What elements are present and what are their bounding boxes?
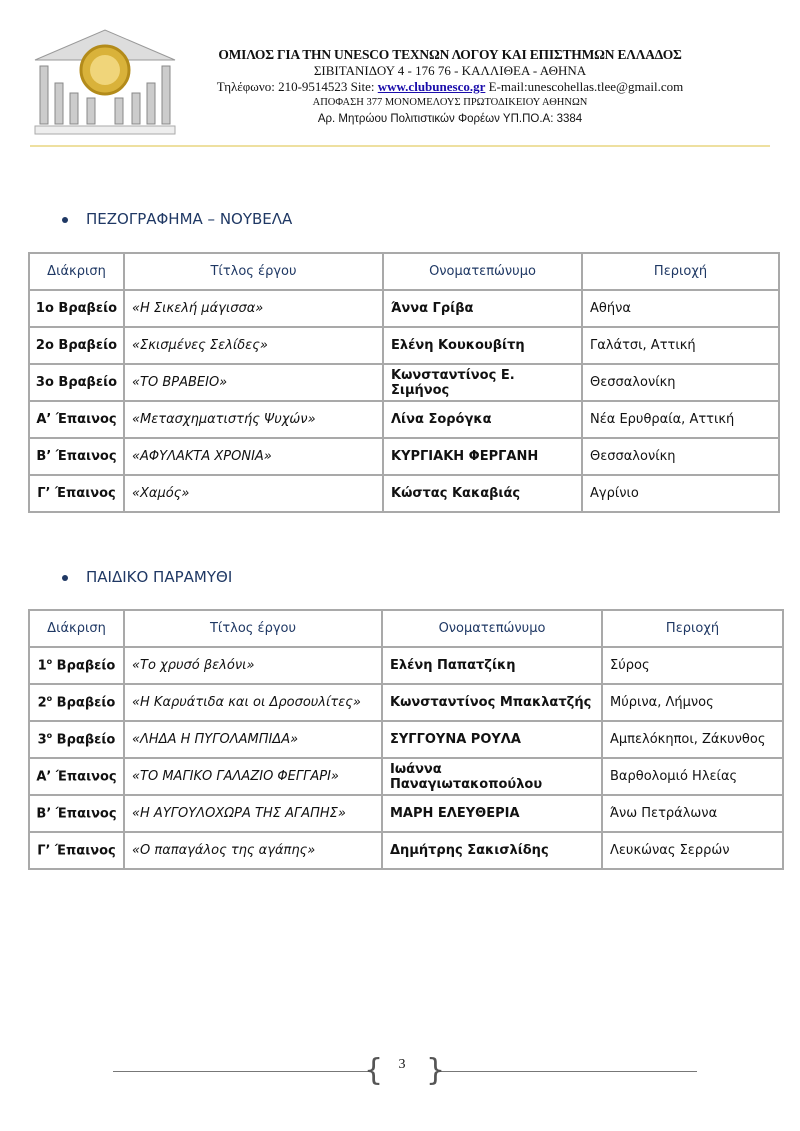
title-cell: «ΤΟ ΒΡΑΒΕΙΟ» bbox=[124, 364, 383, 401]
bullet-icon bbox=[62, 575, 68, 581]
name-cell: Δημήτρης Σακισλίδης bbox=[382, 832, 602, 869]
name-cell: ΜΑΡΗ ΕΛΕΥΘΕΡΙΑ bbox=[382, 795, 602, 832]
region-cell: Αγρίνιο bbox=[582, 475, 779, 512]
award-cell: 2ο Βραβείο bbox=[29, 327, 124, 364]
award-cell bbox=[29, 647, 124, 684]
column-header: Ονοματεπώνυμο bbox=[382, 610, 602, 647]
title-cell: «Σκισμένες Σελίδες» bbox=[124, 327, 383, 364]
title-cell: «Η ΑΥΓΟΥΛΟΧΩΡΑ ΤΗΣ ΑΓΑΠΗΣ» bbox=[124, 795, 382, 832]
award-cell bbox=[29, 684, 124, 721]
section-title: ΠΑΙΔΙΚΟ ΠΑΡΑΜΥΘΙ bbox=[86, 568, 233, 586]
region-cell: Νέα Ερυθραία, Αττική bbox=[582, 401, 779, 438]
award-cell: Γ’ Έπαινος bbox=[29, 475, 124, 512]
award-cell bbox=[29, 795, 124, 832]
column-header: Περιοχή bbox=[582, 253, 779, 290]
title-cell: «Χαμός» bbox=[124, 475, 383, 512]
region-cell: Βαρθολομιό Ηλείας bbox=[602, 758, 783, 795]
column-header: Τίτλος έργου bbox=[124, 610, 382, 647]
name-cell: ΣΥΓΓΟΥΝΑ ΡΟΥΛΑ bbox=[382, 721, 602, 758]
org-address: ΣΙΒΙΤΑΝΙΔΟΥ 4 - 176 76 - ΚΑΛΛΙΘΕΑ - ΑΘΗΝΑ bbox=[313, 63, 587, 78]
bullet-icon bbox=[62, 217, 68, 223]
title-cell: «Ο παπαγάλος της αγάπης» bbox=[124, 832, 382, 869]
name-cell: ΚΥΡΓΙΑΚΗ ΦΕΡΓΑΝΗ bbox=[383, 438, 582, 475]
award-num: Γ’ Έπαινος bbox=[37, 843, 116, 859]
award-sup: ο bbox=[46, 694, 53, 704]
letterhead bbox=[190, 47, 710, 127]
court-decision: ΑΠΟΦΑΣΗ 377 ΜΟΝΟΜΕΛΟΥΣ ΠΡΩΤΟΔΙΚΕΙΟΥ ΑΘΗΝΩΝ bbox=[312, 97, 588, 108]
title-cell: «ΑΦΥΛΑΚΤΑ ΧΡΟΝΙΑ» bbox=[124, 438, 383, 475]
award-rest: Βραβείο bbox=[52, 658, 116, 674]
name-cell: Κωνσταντίνος Ε. Σιμήνος bbox=[383, 364, 582, 401]
page-number: 3 bbox=[398, 1057, 406, 1072]
table-row bbox=[29, 647, 783, 684]
column-header: Τίτλος έργου bbox=[124, 253, 383, 290]
table-header-row bbox=[29, 610, 783, 647]
left-brace-icon: { bbox=[364, 1053, 384, 1088]
region-cell: Άνω Πετράλωνα bbox=[602, 795, 783, 832]
table-row bbox=[29, 438, 779, 475]
table-row bbox=[29, 327, 779, 364]
region-cell: Θεσσαλονίκη bbox=[582, 364, 779, 401]
footer-line-right bbox=[440, 1071, 697, 1072]
award-sup: ο bbox=[46, 657, 53, 667]
title-cell: «Η Σικελή μάγισσα» bbox=[124, 290, 383, 327]
award-num: Β’ Έπαινος bbox=[36, 806, 117, 822]
table-row bbox=[29, 364, 779, 401]
table-row bbox=[29, 475, 779, 512]
registry-number: Αρ. Μητρώου Πολιτιστικών Φορέων ΥΠ.ΠΟ.Α: 3384 bbox=[317, 113, 583, 125]
novella-awards-table bbox=[28, 252, 780, 513]
region-cell: Αμπελόκηποι, Ζάκυνθος bbox=[602, 721, 783, 758]
contact-line bbox=[190, 79, 710, 95]
site-link[interactable]: www.clubunesco.gr bbox=[377, 79, 486, 94]
header-divider bbox=[30, 145, 770, 147]
column-header: Περιοχή bbox=[602, 610, 783, 647]
region-cell: Σύρος bbox=[602, 647, 783, 684]
award-sup: ο bbox=[46, 731, 53, 741]
footer-line-left bbox=[113, 1071, 368, 1072]
award-cell bbox=[29, 758, 124, 795]
award-rest: Βραβείο bbox=[52, 732, 116, 748]
unesco-club-logo bbox=[30, 28, 180, 136]
award-num: 2 bbox=[37, 695, 47, 711]
title-cell: «Μετασχηματιστής Ψυχών» bbox=[124, 401, 383, 438]
region-cell: Μύρινα, Λήμνος bbox=[602, 684, 783, 721]
name-cell: Ελένη Κουκουβίτη bbox=[383, 327, 582, 364]
award-cell: Α’ Έπαινος bbox=[29, 401, 124, 438]
email: E-mail:unescohellas.tlee@gmail.com bbox=[485, 79, 684, 94]
table-row bbox=[29, 401, 779, 438]
column-header: Ονοματεπώνυμο bbox=[383, 253, 582, 290]
name-cell: Ελένη Παπατζίκη bbox=[382, 647, 602, 684]
name-cell: Λίνα Σορόγκα bbox=[383, 401, 582, 438]
name-cell: Κωνσταντίνος Μπακλατζής bbox=[382, 684, 602, 721]
table-row bbox=[29, 721, 783, 758]
section-title: ΠΕΖΟΓΡΑΦΗΜΑ – ΝΟΥΒΕΛΑ bbox=[86, 210, 293, 228]
region-cell: Αθήνα bbox=[582, 290, 779, 327]
org-name: ΟΜΙΛΟΣ ΓΙΑ ΤΗΝ UNESCO ΤΕΧΝΩΝ ΛΟΓΟΥ ΚΑΙ ΕΠΙΣΤΗΜΩΝ ΕΛΛΑΔΟΣ bbox=[218, 47, 682, 62]
name-cell: Κώστας Κακαβιάς bbox=[383, 475, 582, 512]
table-row bbox=[29, 832, 783, 869]
award-cell bbox=[29, 832, 124, 869]
section-heading-fairytale bbox=[62, 568, 232, 586]
table-row bbox=[29, 758, 783, 795]
title-cell: «ΛΗΔΑ Η ΠΥΓΟΛΑΜΠΙΔΑ» bbox=[124, 721, 382, 758]
right-brace-icon: } bbox=[426, 1053, 446, 1088]
section-heading-novella bbox=[62, 210, 292, 228]
award-rest: Βραβείο bbox=[52, 695, 116, 711]
table-header-row bbox=[29, 253, 779, 290]
table-row bbox=[29, 795, 783, 832]
phone: Τηλέφωνο: 210-9514523 Site: bbox=[216, 79, 378, 94]
table-row bbox=[29, 684, 783, 721]
award-cell: 1ο Βραβείο bbox=[29, 290, 124, 327]
name-cell: Ιωάννα Παναγιωτακοπούλου bbox=[382, 758, 602, 795]
region-cell: Γαλάτσι, Αττική bbox=[582, 327, 779, 364]
fairytale-awards-table bbox=[28, 609, 784, 870]
award-cell: 3ο Βραβείο bbox=[29, 364, 124, 401]
title-cell: «Το χρυσό βελόνι» bbox=[124, 647, 382, 684]
award-num: 1 bbox=[37, 658, 47, 674]
name-cell: Άννα Γρίβα bbox=[383, 290, 582, 327]
region-cell: Θεσσαλονίκη bbox=[582, 438, 779, 475]
column-header: Διάκριση bbox=[29, 253, 124, 290]
table-row bbox=[29, 290, 779, 327]
region-cell: Λευκώνας Σερρών bbox=[602, 832, 783, 869]
award-cell: Β’ Έπαινος bbox=[29, 438, 124, 475]
award-num: Α’ Έπαινος bbox=[36, 769, 117, 785]
award-cell bbox=[29, 721, 124, 758]
column-header: Διάκριση bbox=[29, 610, 124, 647]
title-cell: «Η Καρυάτιδα και οι Δροσουλίτες» bbox=[124, 684, 382, 721]
title-cell: «ΤΟ ΜΑΓΙΚΟ ΓΑΛΑΖΙΟ ΦΕΓΓΑΡΙ» bbox=[124, 758, 382, 795]
award-num: 3 bbox=[37, 732, 47, 748]
